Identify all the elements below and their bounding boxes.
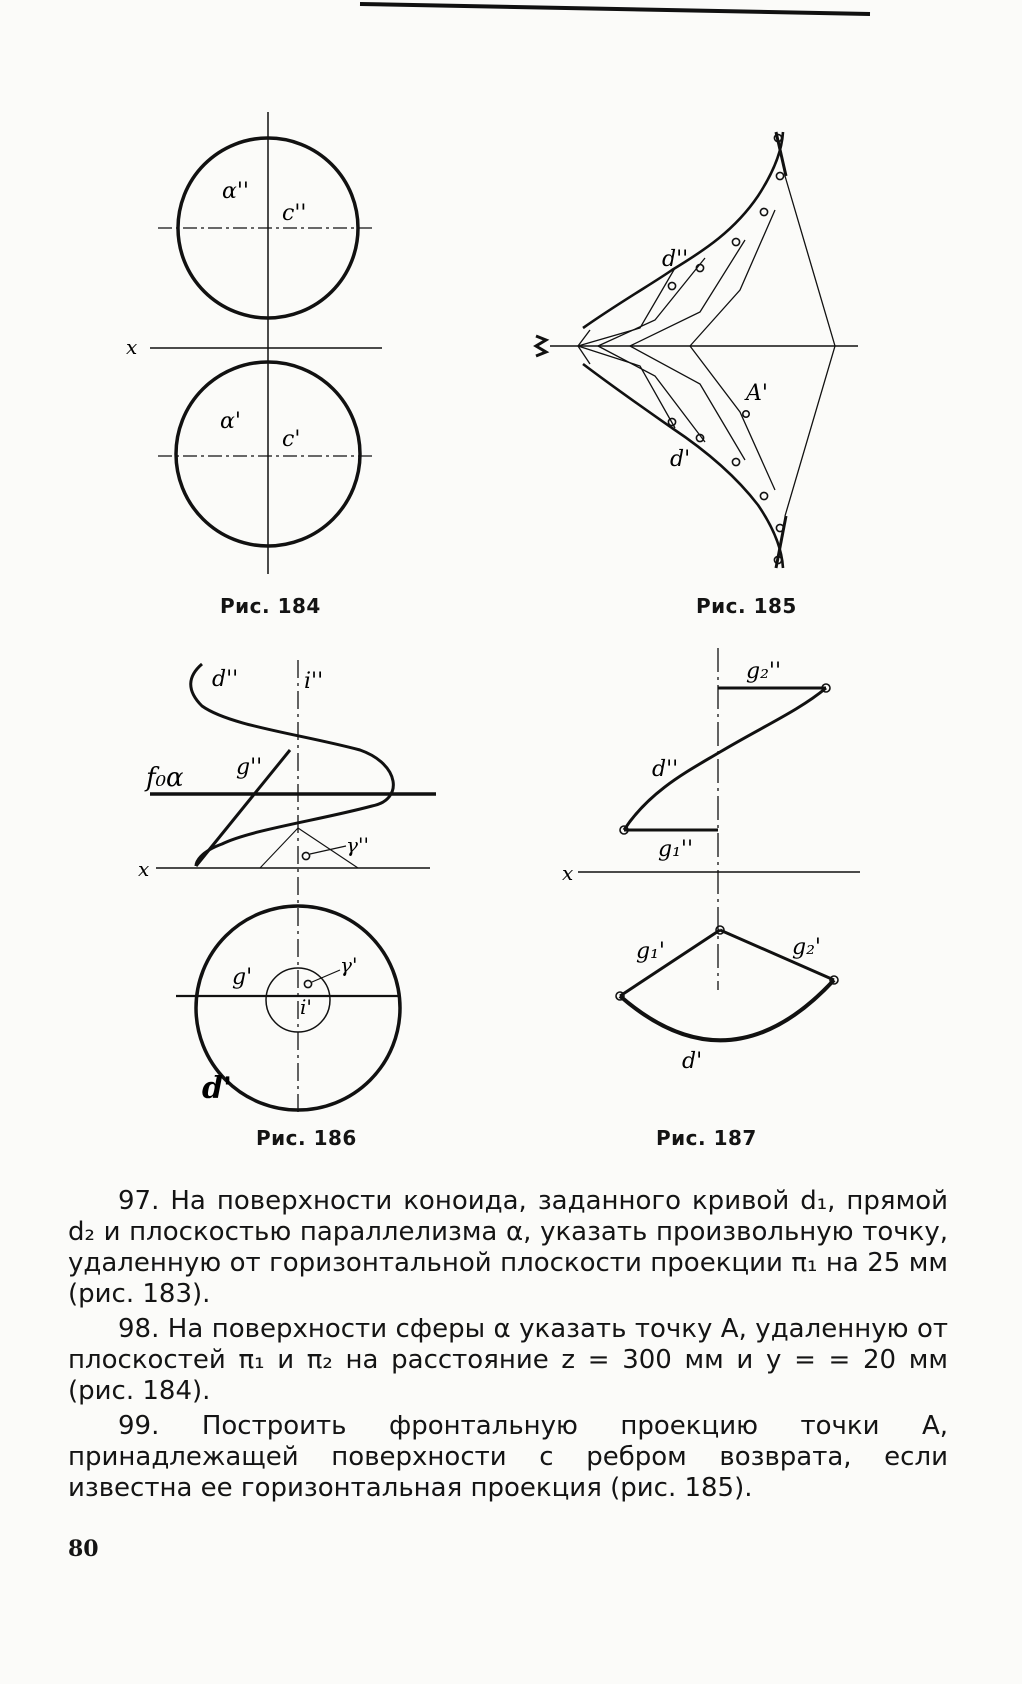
i-top-label: i': [300, 995, 312, 1019]
figure-186: [138, 660, 436, 1112]
x-axis-label: x: [126, 335, 138, 359]
d-top-arc: [620, 980, 834, 1040]
caption-fig-184: Рис. 184: [220, 594, 321, 618]
curve-point: [776, 172, 783, 179]
figure-184: [126, 112, 382, 574]
caption-fig-186: Рис. 186: [256, 1126, 357, 1150]
point-a: [743, 411, 749, 417]
x-axis-label: x: [138, 857, 150, 881]
construction-line: [260, 828, 298, 868]
gamma-front-point: [302, 852, 309, 859]
g-top-label: g': [232, 965, 253, 990]
generator-line: [690, 210, 775, 346]
problem-text: [68, 1186, 948, 1508]
g2-top-label: g₂': [792, 935, 821, 960]
g1-front-label: g₁'': [658, 837, 693, 862]
d-front-label: d'': [212, 667, 239, 692]
d-front-label: d'': [662, 247, 689, 272]
curve-point: [732, 238, 739, 245]
curve-point: [732, 458, 739, 465]
paragraph-97: 97. На поверхности коноида, заданного кривой d₁, прямой d₂ и плоскостью параллелизма α, указать произвольную точку, удаленную от горизонтальной плоскости проекции π₁ на 25 мм (рис. 183).: [68, 1186, 948, 1309]
caption-fig-185: Рис. 185: [696, 594, 797, 618]
g-front-label: g'': [236, 755, 263, 780]
curve-point: [760, 492, 767, 499]
paragraph-98: 98. На поверхности сферы α указать точку A, удаленную от плоскостей π₁ и π₂ на расстояние z = 300 мм и y = = 20 мм (рис. 184).: [68, 1314, 948, 1406]
d-top-label: d': [670, 447, 691, 472]
caption-fig-187: Рис. 187: [656, 1126, 757, 1150]
generator-line: [598, 258, 705, 346]
gamma-top-leader: [312, 970, 340, 982]
d-top-label: d': [682, 1049, 703, 1074]
gamma-top-point: [304, 980, 311, 987]
g1-top-label: g₁': [636, 939, 665, 964]
generator-line: [598, 346, 705, 442]
paragraph-99: 99. Построить фронтальную проекцию точки A, принадлежащей поверхности с ребром возврата, если известна ее горизонтальная проекция (рис. 185).: [68, 1411, 948, 1503]
gamma-front-label: γ'': [346, 833, 369, 857]
f-alpha-label: f₀α: [146, 763, 184, 793]
x-axis-label: x: [562, 861, 574, 885]
figure-185: [536, 132, 858, 568]
i-front-label: i'': [304, 669, 324, 694]
d-top-label: d': [202, 1071, 233, 1106]
marker-x-symbol: [536, 336, 546, 356]
c-top-label: c': [282, 427, 301, 452]
alpha-front-label: α'': [222, 179, 249, 204]
figure-187: [562, 648, 860, 1074]
curve-point: [668, 282, 675, 289]
generator-line: [690, 346, 775, 490]
front-curve-d: [583, 132, 783, 328]
d-front-label: d'': [652, 757, 679, 782]
generator-line: [630, 346, 745, 460]
g2-front-label: g₂'': [746, 659, 781, 684]
curve-point: [760, 208, 767, 215]
page-number: 80: [68, 1536, 99, 1562]
generator-line: [578, 268, 675, 346]
a-top-label: A': [746, 381, 768, 406]
generator-line: [578, 346, 675, 428]
g1-top-line: [620, 930, 720, 996]
c-front-label: c'': [282, 201, 307, 226]
gamma-top-label: γ': [340, 953, 358, 977]
gamma-leader-line: [310, 846, 346, 854]
alpha-top-label: α': [220, 409, 241, 434]
header-rule: [360, 4, 870, 14]
